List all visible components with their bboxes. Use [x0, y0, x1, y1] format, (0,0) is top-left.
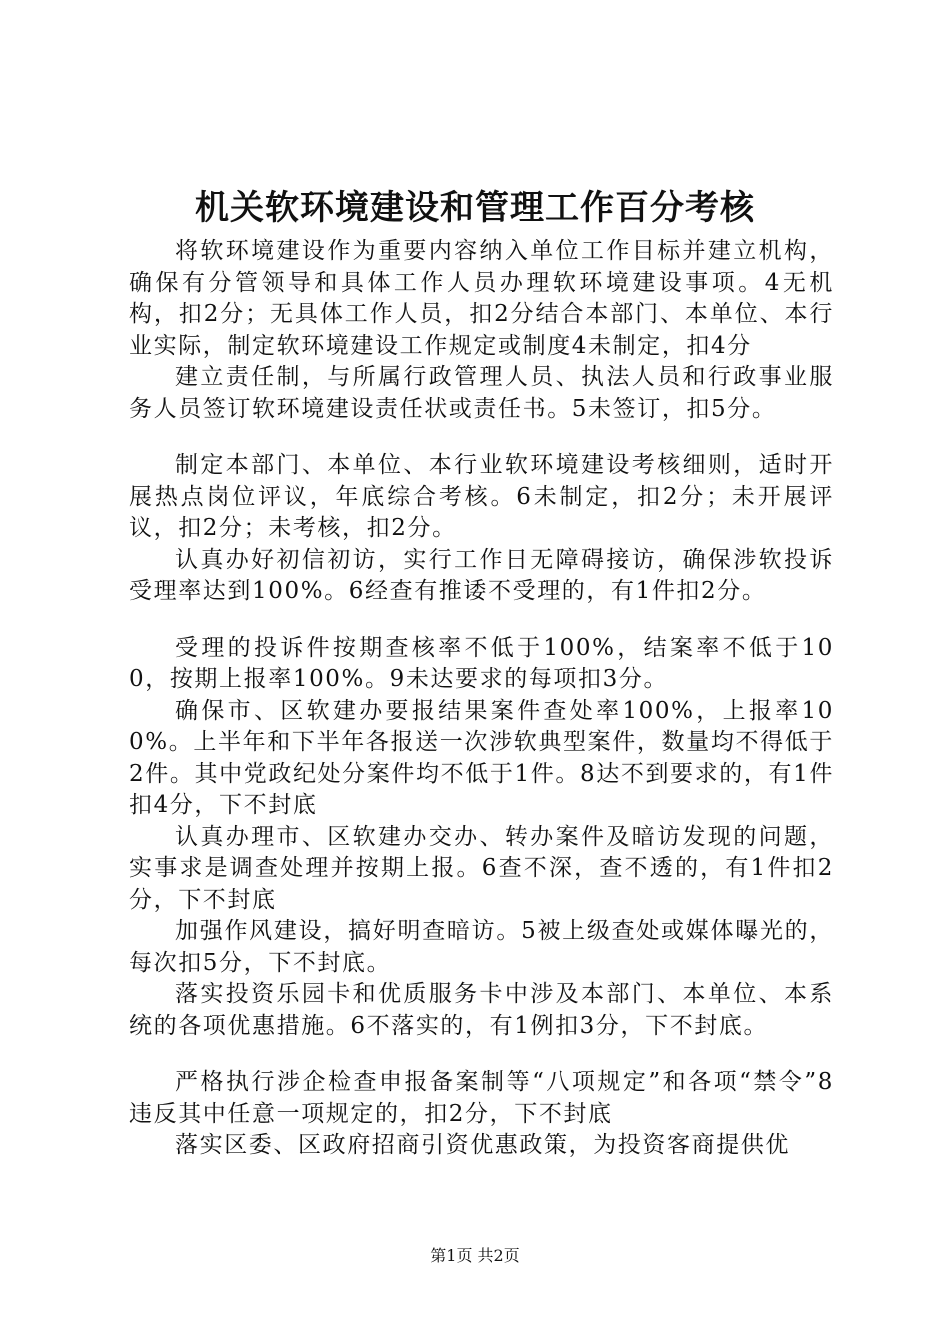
document-title: 机关软环境建设和管理工作百分考核	[195, 188, 755, 228]
paragraph-spacer	[129, 608, 834, 633]
paragraph-7: 认真办理市、区软建办交办、转办案件及暗访发现的问题，实事求是调查处理并按期上报。6查不深，查不透的，有1件扣2分，下不封底	[129, 823, 834, 913]
paragraph-4: 认真办好初信初访，实行工作日无障碍接访，确保涉软投诉受理率达到100%。6经查有推诿不受理的，有1件扣2分。	[129, 546, 834, 604]
paragraph-8: 加强作风建设，搞好明查暗访。5被上级查处或媒体曝光的，每次扣5分，下不封底。	[129, 918, 834, 976]
paragraph-3: 制定本部门、本单位、本行业软环境建设考核细则，适时开展热点岗位评议，年底综合考核。6未制定，扣2分；未开展评议，扣2分；未考核，扣2分。	[129, 452, 834, 541]
paragraph-11: 落实区委、区政府招商引资优惠政策，为投资客商提供优	[175, 1132, 790, 1158]
paragraph-5: 受理的投诉件按期查核率不低于100%，结案率不低于100，按期上报率100%。9未达要求的每项扣3分。	[129, 634, 834, 692]
paragraph-1: 将软环境建设作为重要内容纳入单位工作目标并建立机构，确保有分管领导和具体工作人员办理软环境建设事项。4无机构，扣2分；无具体工作人员，扣2分结合本部门、本单位、本行业实际，制定软环境建设工作规定或制度4未制定，扣4分	[129, 238, 834, 359]
paragraph-spacer	[129, 425, 834, 450]
page-footer: 第1页 共2页	[430, 1246, 520, 1265]
paragraph-6: 确保市、区软建办要报结果案件查处率100%，上报率100%。上半年和下半年各报送一次涉软典型案件，数量均不得低于2件。其中党政纪处分案件均不低于1件。8达不到要求的，有1件扣4分，下不封底	[129, 697, 834, 818]
paragraph-2: 建立责任制，与所属行政管理人员、执法人员和行政事业服务人员签订软环境建设责任状或责任书。5未签订，扣5分。	[129, 364, 834, 422]
paragraph-10: 严格执行涉企检查申报备案制等“八项规定”和各项“禁令”8违反其中任意一项规定的，扣2分，下不封底	[129, 1069, 834, 1127]
document-body	[129, 236, 834, 1162]
paragraph-spacer	[129, 1042, 834, 1067]
paragraph-9: 落实投资乐园卡和优质服务卡中涉及本部门、本单位、本系统的各项优惠措施。6不落实的，有1例扣3分，下不封底。	[129, 981, 834, 1039]
